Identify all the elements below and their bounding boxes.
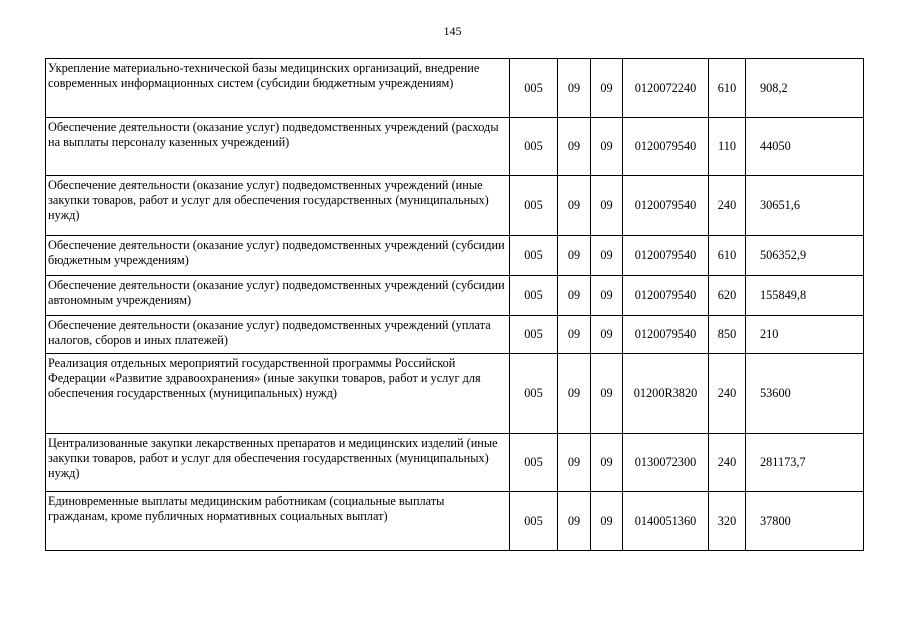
row-description: Централизованные закупки лекарственных препаратов и медицинских изделий (иные закупки товаров, работ и услуг для обеспечения государственных (муниципальных) нужд): [46, 434, 510, 492]
target-code: 01200R3820: [623, 354, 709, 434]
section-code: 09: [558, 59, 591, 118]
table-row: [46, 176, 864, 236]
expense-type-code: 240: [709, 434, 746, 492]
amount: 908,2: [746, 59, 864, 118]
section-code: 09: [558, 492, 591, 551]
section-code: 09: [558, 276, 591, 316]
page-number: 145: [443, 24, 462, 38]
table-row: [46, 434, 864, 492]
amount: 44050: [746, 118, 864, 176]
target-code: 0120072240: [623, 59, 709, 118]
amount: 506352,9: [746, 236, 864, 276]
row-description: Обеспечение деятельности (оказание услуг) подведомственных учреждений (уплата налогов, сборов и иных платежей): [46, 316, 510, 354]
table-row: [46, 354, 864, 434]
ministry-code: 005: [510, 276, 558, 316]
row-description: Обеспечение деятельности (оказание услуг) подведомственных учреждений (расходы на выплаты персоналу казенных учреждений): [46, 118, 510, 176]
subsection-code: 09: [591, 434, 623, 492]
row-description: Обеспечение деятельности (оказание услуг) подведомственных учреждений (субсидии бюджетным учреждениям): [46, 236, 510, 276]
row-description: Обеспечение деятельности (оказание услуг) подведомственных учреждений (иные закупки товаров, работ и услуг для обеспечения государственных (муниципальных) нужд): [46, 176, 510, 236]
row-description: Единовременные выплаты медицинским работникам (социальные выплаты гражданам, кроме публичных нормативных социальных выплат): [46, 492, 510, 551]
ministry-code: 005: [510, 236, 558, 276]
table-row: [46, 316, 864, 354]
ministry-code: 005: [510, 118, 558, 176]
amount: 30651,6: [746, 176, 864, 236]
section-code: 09: [558, 434, 591, 492]
table-row: [46, 276, 864, 316]
ministry-code: 005: [510, 316, 558, 354]
ministry-code: 005: [510, 354, 558, 434]
amount: 37800: [746, 492, 864, 551]
target-code: 0120079540: [623, 316, 709, 354]
expense-type-code: 320: [709, 492, 746, 551]
amount: 155849,8: [746, 276, 864, 316]
target-code: 0120079540: [623, 176, 709, 236]
subsection-code: 09: [591, 176, 623, 236]
expense-type-code: 610: [709, 236, 746, 276]
ministry-code: 005: [510, 492, 558, 551]
table-row: [46, 59, 864, 118]
target-code: 0120079540: [623, 276, 709, 316]
amount: 210: [746, 316, 864, 354]
table-row: [46, 118, 864, 176]
section-code: 09: [558, 176, 591, 236]
section-code: 09: [558, 354, 591, 434]
expense-type-code: 620: [709, 276, 746, 316]
target-code: 0120079540: [623, 118, 709, 176]
subsection-code: 09: [591, 276, 623, 316]
section-code: 09: [558, 316, 591, 354]
expense-type-code: 110: [709, 118, 746, 176]
target-code: 0140051360: [623, 492, 709, 551]
subsection-code: 09: [591, 492, 623, 551]
table-row: [46, 492, 864, 551]
row-description: Обеспечение деятельности (оказание услуг) подведомственных учреждений (субсидии автономным учреждениям): [46, 276, 510, 316]
target-code: 0130072300: [623, 434, 709, 492]
amount: 281173,7: [746, 434, 864, 492]
target-code: 0120079540: [623, 236, 709, 276]
row-description: Реализация отдельных мероприятий государственной программы Российской Федерации «Развитие здравоохранения» (иные закупки товаров, работ и услуг для обеспечения государственных (муниципальных) нужд): [46, 354, 510, 434]
amount: 53600: [746, 354, 864, 434]
ministry-code: 005: [510, 59, 558, 118]
section-code: 09: [558, 236, 591, 276]
subsection-code: 09: [591, 118, 623, 176]
section-code: 09: [558, 118, 591, 176]
expense-type-code: 240: [709, 354, 746, 434]
expense-type-code: 610: [709, 59, 746, 118]
expense-type-code: 240: [709, 176, 746, 236]
table-row: [46, 236, 864, 276]
ministry-code: 005: [510, 176, 558, 236]
row-description: Укрепление материально-технической базы медицинских организаций, внедрение современных информационных систем (субсидии бюджетным учреждениям): [46, 59, 510, 118]
subsection-code: 09: [591, 59, 623, 118]
subsection-code: 09: [591, 354, 623, 434]
budget-table: [45, 58, 864, 551]
subsection-code: 09: [591, 236, 623, 276]
ministry-code: 005: [510, 434, 558, 492]
subsection-code: 09: [591, 316, 623, 354]
expense-type-code: 850: [709, 316, 746, 354]
